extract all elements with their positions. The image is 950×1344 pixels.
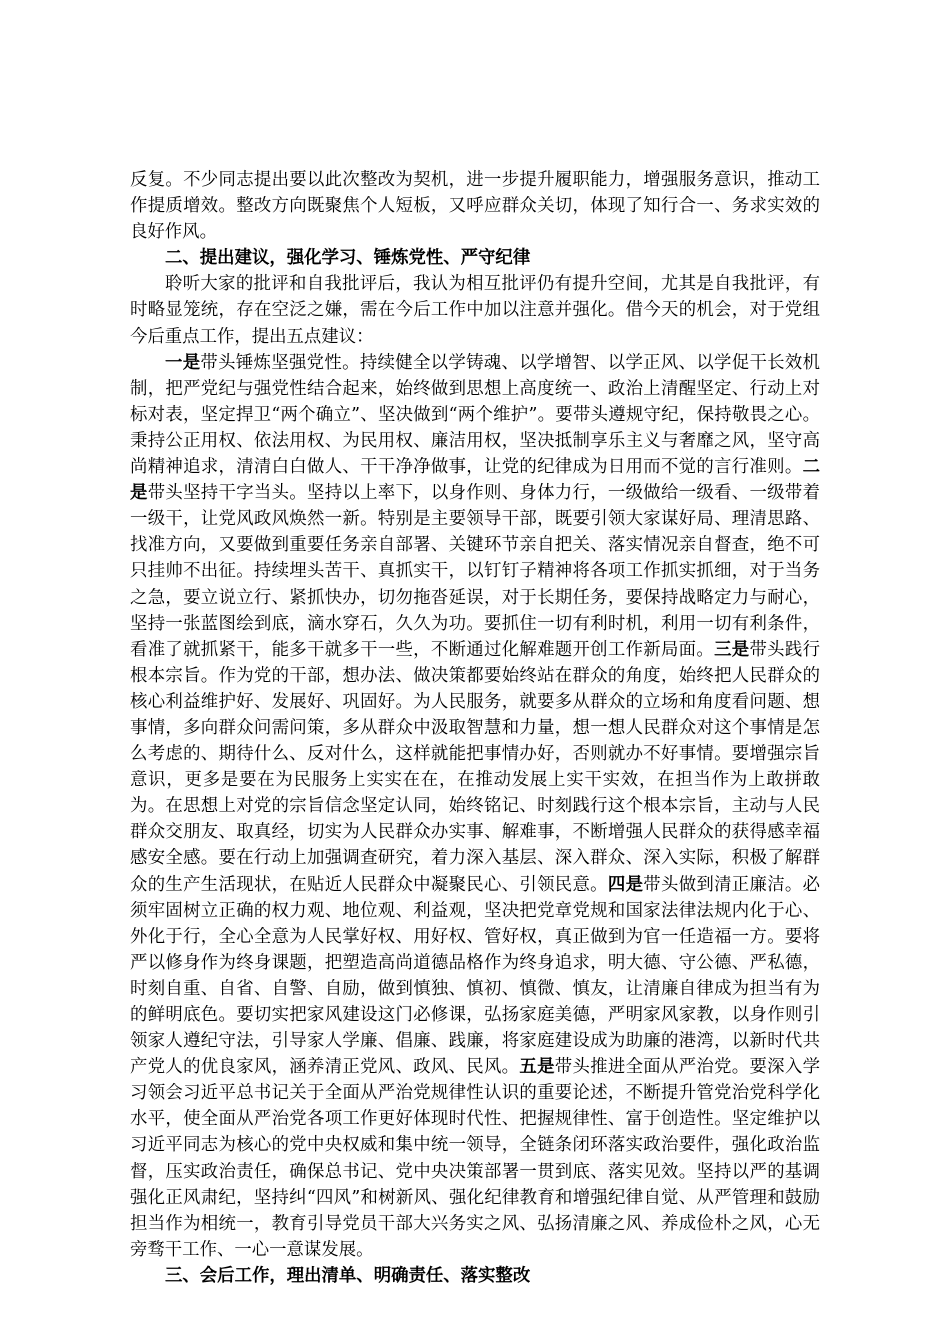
emphasis-text: 五是 <box>519 1057 555 1078</box>
section-heading <box>130 245 820 271</box>
section-heading <box>130 1263 820 1289</box>
paragraph-text: 带头坚持干字当头。坚持以上率下，以身作则、身体力行，一级做给一级看、一级带着一级干，让党风政风焕然一新。特别是主要领导干部，既要引领大家谋好局、理清思路、找准方向，又要做到重要任务亲自部署、关键环节亲自把关、落实情况亲自督查，绝不可只挂帅不出征。持续埋头苦干、真抓实干，以钉钉子精神将各项工作抓实抓细，对于当务之急，要立说立行、紧抓快办，切勿拖沓延误，对于长期任务，要保持战略定力与耐心，坚持一张蓝图绘到底，滴水穿石，久久为功。要抓住一切有利时机，利用一切有利条件，看准了就抓紧干，能多干就多干一些，不断通过化解难题开创工作新局面。 <box>130 483 820 660</box>
emphasis-text: 三是 <box>714 639 750 660</box>
paragraph-text: 带头推进全面从严治党。要深入学习领会习近平总书记关于全面从严治党规律性认识的重要论述，不断提升管党治党科学化水平，使全面从严治党各项工作更好体现时代性、把握规律性、富于创造性。坚定维护以习近平同志为核心的党中央权威和集中统一领导，全链条闭环落实政治要件，强化政治监督，压实政治责任，确保总书记、党中央决策部署一贯到底、落实见效。坚持以严的基调强化正风肃纪，坚持纠“四风”和树新风、强化纪律教育和增强纪律自觉、从严管理和鼓励担当作为相统一，教育引导党员干部大兴务实之风、弘扬清廉之风、养成俭朴之风，心无旁骛干工作、一心一意谋发展。 <box>130 1057 820 1260</box>
paragraph-text: 带头做到清正廉洁。必须牢固树立正确的权力观、地位观、利益观，坚决把党章党规和国家法律法规内化于心、外化于行，全心全意为人民掌好权、用好权、管好权，真正做到为官一任造福一方。要将严以修身作为终身课题，把塑造高尚道德品格作为终身追求，明大德、守公德、严私德，时刻自重、自省、自警、自励，做到慎独、慎初、慎微、慎友，让清廉自律成为担当有为的鲜明底色。要切实把家风建设这门必修课，弘扬家庭美德，严明家风家教，以身作则引领家人遵纪守法，引导家人学廉、倡廉、践廉，将家庭建设成为助廉的港湾，以新时代共产党人的优良家风，涵养清正党风、政风、民风。 <box>130 874 820 1078</box>
body-paragraph <box>130 271 820 349</box>
paragraph-text: 聆听大家的批评和自我批评后，我认为相互批评仍有提升空间，尤其是自我批评，有时略显笼统，存在空泛之嫌，需在今后工作中加以注意并强化。借今天的机会，对于党组今后重点工作，提出五点建议： <box>130 274 820 347</box>
body-paragraph <box>130 350 820 1263</box>
document-body <box>130 167 820 1289</box>
emphasis-text: 四是 <box>607 874 644 895</box>
paragraph-text: 带头践行根本宗旨。作为党的干部，想办法、做决策都要始终站在群众的角度，始终把人民群众的核心利益维护好、发展好、巩固好。为人民服务，就要多从群众的立场和角度看问题、想事情，多向群众问需问策，多从群众中汲取智慧和力量，想一想人民群众对这个事情是怎么考虑的、期待什么、反对什么，这样就能把事情办好，否则就办不好事情。要增强宗旨意识，更多是要在为民服务上实实在在，在推动发展上实干实效，在担当作为上敢拼敢为。在思想上对党的宗旨信念坚定认同，始终铭记、时刻践行这个根本宗旨，主动与人民群众交朋友、取真经，切实为人民群众办实事、解难事，不断增强人民群众的获得感幸福感安全感。要在行动上加强调查研究，着力深入基层、深入群众、深入实际，积极了解群众的生产生活现状，在贴近人民群众中凝聚民心、引领民意。 <box>130 639 820 895</box>
emphasis-text: 一是 <box>165 352 201 373</box>
emphasis-text: 三、会后工作，理出清单、明确责任、落实整改 <box>165 1265 531 1286</box>
emphasis-text: 二是 <box>130 457 820 504</box>
emphasis-text: 二、提出建议，强化学习、锤炼党性、严守纪律 <box>165 248 531 269</box>
paragraph-text: 带头锤炼坚强党性。持续健全以学铸魂、以学增智、以学正风、以学促干长效机制，把严党纪与强党性结合起来，始终做到思想上高度统一、政治上清醒坚定、行动上对标对表，坚定捍卫“两个确立”、坚决做到“两个维护”。要带头遵规守纪，保持敬畏之心。秉持公正用权、依法用权、为民用权、廉洁用权，坚决抵制享乐主义与奢靡之风，坚守高尚精神追求，清清白白做人、干干净净做事，让党的纪律成为日用而不觉的言行准则。 <box>130 352 820 478</box>
paragraph-text: 反复。不少同志提出要以此次整改为契机，进一步提升履职能力，增强服务意识，推动工作提质增效。整改方向既聚焦个人短板，又呼应群众关切，体现了知行合一、务求实效的良好作风。 <box>130 170 820 243</box>
body-paragraph <box>130 167 820 245</box>
